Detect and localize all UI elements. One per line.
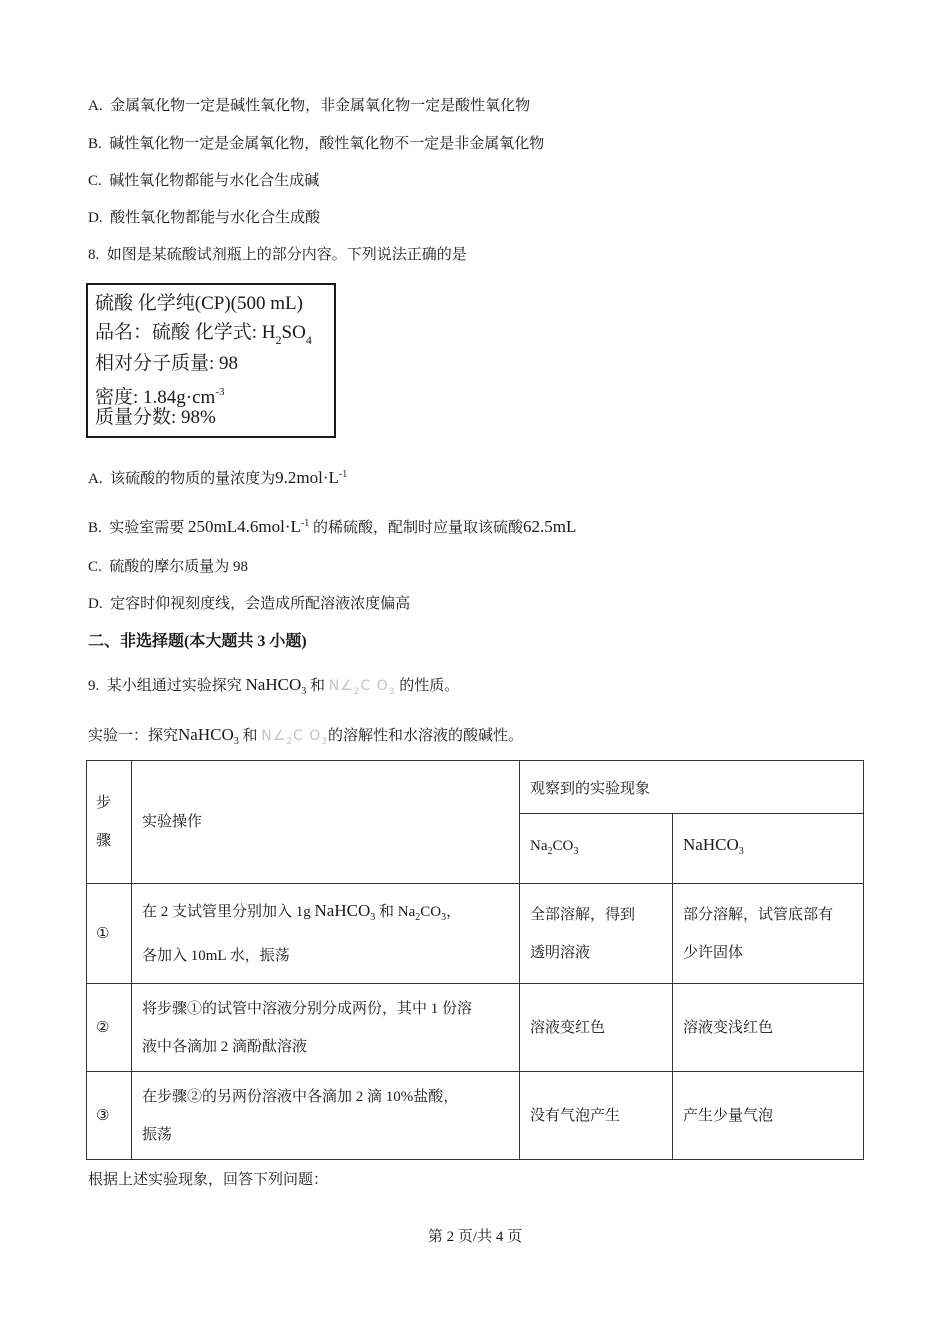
subscript: 3 <box>233 736 239 747</box>
q8-option-b <box>88 514 576 538</box>
formula: CO <box>552 837 574 854</box>
operation-cell <box>132 984 520 1072</box>
operation-cell <box>132 1072 520 1160</box>
q8-option-c <box>88 557 248 577</box>
option-label: B. <box>88 136 102 152</box>
formula: NaHCO <box>245 675 302 694</box>
subscript: 3 <box>321 737 328 747</box>
subscript: 3 <box>370 912 376 923</box>
header-step <box>87 761 132 884</box>
q9-stem <box>88 675 459 702</box>
cell-text: 全部溶解，得到 <box>530 906 636 923</box>
option-label: C. <box>88 173 102 189</box>
option-text: 硫酸的摩尔质量为 98 <box>109 559 249 575</box>
question-text: 实验一：探究 <box>88 728 179 744</box>
q7-option-c <box>88 171 319 191</box>
label-text: 密度: 1.84g·cm <box>95 387 216 408</box>
cell-text: 少许固体 <box>683 944 744 961</box>
garbled-formula <box>328 678 396 697</box>
step-number: ① <box>87 884 132 984</box>
option-label: D. <box>88 596 103 612</box>
option-text: 金属氧化物一定是碱性氧化物，非金属氧化物一定是酸性氧化物 <box>110 98 531 114</box>
page-footer <box>0 1225 950 1246</box>
operation-line: 在步骤②的另两份溶液中各滴加 2 滴 10%盐酸， <box>142 1088 459 1105</box>
question-text: 和 <box>309 678 325 694</box>
option-text: 碱性氧化物一定是金属氧化物，酸性氧化物不一定是非金属氧化物 <box>109 136 545 152</box>
after-table-prompt: 根据上述实验现象，回答下列问题： <box>88 1172 329 1188</box>
question-text: 的溶解性和水溶液的酸碱性。 <box>328 728 524 744</box>
cell-text: 透明溶液 <box>530 944 591 961</box>
label-text: 品名：硫酸 化学式: H <box>95 322 276 343</box>
header-operation: 实验操作 <box>132 761 520 884</box>
operation-line: 振荡 <box>142 1126 173 1143</box>
section-heading: 二、非选择题(本大题共 3 小题) <box>88 633 307 650</box>
q7-option-a <box>88 96 530 116</box>
subscript: 4 <box>305 333 312 347</box>
q8-option-d <box>88 594 410 614</box>
option-text: 的稀硫酸，配制时应量取该硫酸 <box>312 520 523 536</box>
page-number: 第 2 页/共 4 页 <box>427 1229 523 1245</box>
operation-line: 将步骤①的试管中溶液分别分成两份，其中 1 份溶 <box>142 1000 473 1017</box>
step-number: ③ <box>87 1072 132 1160</box>
experiment-1-title <box>88 725 523 752</box>
option-label: A. <box>88 471 103 487</box>
subscript: 3 <box>738 846 744 857</box>
formula: 9.2mol·L <box>275 468 339 487</box>
header-text: 骤 <box>96 833 112 849</box>
question-text: 和 <box>242 728 258 744</box>
q7-option-d <box>88 208 320 228</box>
subscript: 2 <box>286 737 294 747</box>
na2co3-cell: 溶液变红色 <box>520 984 673 1072</box>
cell-text: 和 Na <box>378 904 416 920</box>
reagent-label-box <box>86 283 336 438</box>
question-text: 某小组通过实验探究 <box>106 678 242 694</box>
question-number: 8. <box>88 247 100 263</box>
option-label: C. <box>88 559 102 575</box>
glitch-text: N∠ <box>328 678 354 694</box>
subscript: 2 <box>353 687 361 697</box>
formula: 62.5mL <box>523 517 577 536</box>
operation-cell <box>132 884 520 984</box>
subscript: 2 <box>547 845 553 857</box>
table-row <box>87 984 864 1072</box>
glitch-text: N∠ <box>261 728 287 744</box>
garbled-formula <box>261 728 328 747</box>
option-text: 碱性氧化物都能与水化合生成碱 <box>109 173 320 189</box>
nahco3-cell <box>673 884 864 984</box>
subscript: 3 <box>573 845 579 857</box>
option-text: 该硫酸的物质的量浓度为 <box>110 471 276 487</box>
table-row <box>87 1072 864 1160</box>
option-label: D. <box>88 210 103 226</box>
subscript: 2 <box>415 912 421 923</box>
option-text: 定容时仰视刻度线，会造成所配溶液浓度偏高 <box>110 596 411 612</box>
formula: NaHCO <box>683 835 739 854</box>
header-observation: 观察到的实验现象 <box>520 761 864 814</box>
label-line-5: 质量分数: 98% <box>95 407 216 428</box>
step-number: ② <box>87 984 132 1072</box>
subscript: 3 <box>441 912 447 923</box>
subscript: 3 <box>301 686 307 697</box>
nahco3-cell: 产生少量气泡 <box>673 1072 864 1160</box>
operation-line: 液中各滴加 2 滴酚酞溶液 <box>142 1038 308 1055</box>
table-header-row-1 <box>87 761 864 814</box>
cell-text: 在 2 支试管里分别加入 1g <box>142 904 311 920</box>
q7-option-b <box>88 134 544 154</box>
q8-option-a <box>88 465 347 489</box>
formula: NaHCO <box>178 725 234 744</box>
label-text: SO <box>281 322 306 343</box>
operation-line <box>142 892 509 937</box>
header-nahco3 <box>673 814 864 884</box>
superscript: -3 <box>215 386 225 398</box>
nahco3-cell: 溶液变浅红色 <box>673 984 864 1072</box>
cell-text: ， <box>446 904 462 920</box>
formula: NaHCO <box>314 901 371 920</box>
label-line-2 <box>95 322 312 351</box>
superscript: -1 <box>300 518 310 529</box>
option-label: B. <box>88 520 102 536</box>
option-text: 酸性氧化物都能与水化合生成酸 <box>110 210 321 226</box>
option-label: A. <box>88 98 103 114</box>
label-line-4 <box>95 381 225 409</box>
operation-line: 各加入 10mL 水，振荡 <box>142 948 290 964</box>
glitch-text: C O <box>360 678 389 694</box>
question-text: 如图是某硫酸试剂瓶上的部分内容。下列说法正确的是 <box>106 247 467 263</box>
table-row <box>87 884 864 984</box>
label-line-3: 相对分子质量: 98 <box>95 353 239 374</box>
subscript: 2 <box>275 333 282 347</box>
experiment-table <box>86 760 864 1160</box>
option-text: 实验室需要 <box>109 520 185 536</box>
formula: 250mL4.6mol·L <box>188 517 301 536</box>
cell-text: 部分溶解，试管底部有 <box>683 906 834 923</box>
glitch-text: C O <box>293 728 322 744</box>
label-line-1: 硫酸 化学纯(CP)(500 mL) <box>95 293 303 314</box>
na2co3-cell <box>520 884 673 984</box>
question-text: 的性质。 <box>399 678 460 694</box>
subscript: 3 <box>388 687 396 697</box>
superscript: -1 <box>338 469 348 480</box>
header-na2co3 <box>520 814 673 884</box>
question-number: 9. <box>88 678 100 694</box>
formula: CO <box>420 904 442 920</box>
formula: Na <box>530 837 548 854</box>
q8-stem <box>88 245 467 265</box>
na2co3-cell: 没有气泡产生 <box>520 1072 673 1160</box>
header-text: 步 <box>96 795 112 811</box>
